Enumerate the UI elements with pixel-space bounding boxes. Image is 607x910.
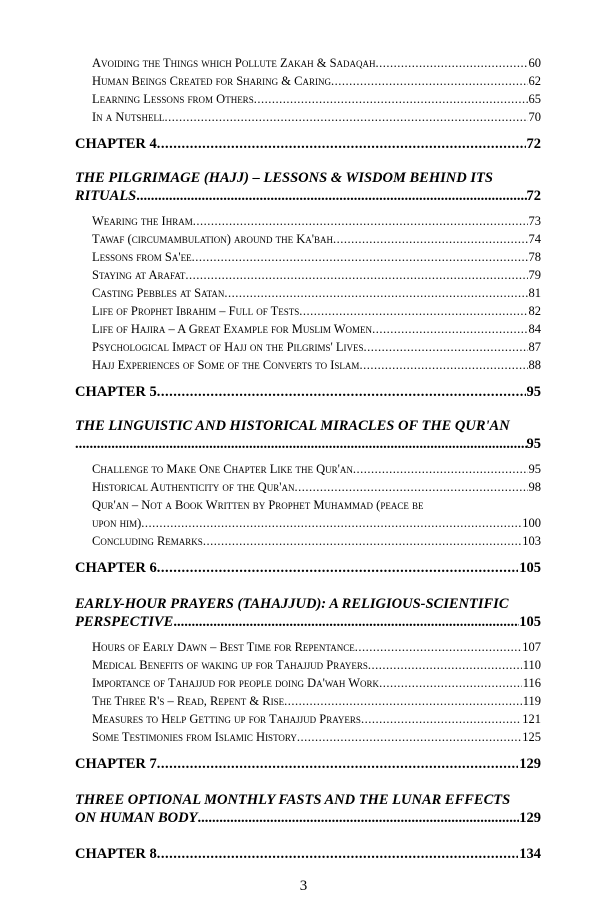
toc-entry[interactable] — [92, 322, 541, 340]
toc-entry-label: The Three R's – Read, Repent & Rise — [92, 694, 285, 708]
toc-entry[interactable] — [92, 712, 541, 730]
toc-entry-label: Hajj Experiences of Some of the Converts to Islam — [92, 358, 360, 372]
toc-entry[interactable] — [92, 340, 541, 358]
toc-entry[interactable] — [92, 534, 541, 552]
toc-entry-label: Concluding Remarks — [92, 534, 203, 548]
toc-entry[interactable] — [92, 250, 541, 268]
toc-entry-page: 116 — [522, 676, 541, 690]
chapter-page: 129 — [519, 756, 541, 772]
section-title: THE LINGUISTIC AND HISTORICAL MIRACLES OF THE QUR'AN — [75, 418, 510, 434]
chapter-label: CHAPTER 7 — [75, 756, 157, 772]
section-page: 72 — [526, 188, 541, 204]
toc-entry-label: Tawaf (circumambulation) around the Ka'bah — [92, 232, 334, 246]
section-title: EARLY-HOUR PRAYERS (TAHAJJUD): A RELIGIOUS-SCIENTIFIC — [75, 596, 509, 612]
toc-entry-page: 81 — [528, 286, 541, 300]
chapter-heading[interactable] — [75, 136, 541, 153]
toc-entry-label: Historical Authenticity of the Qur'an — [92, 480, 295, 494]
toc-entry-page: 60 — [528, 56, 541, 70]
toc-entry[interactable] — [92, 56, 541, 74]
toc-entry[interactable] — [92, 730, 541, 748]
toc-entry-label: Hours of Early Dawn – Best Time for Repentance — [92, 640, 355, 654]
toc-entry-page: 74 — [528, 232, 541, 246]
toc-entry-label: Learning Lessons from Others — [92, 92, 254, 106]
toc-entry[interactable] — [92, 658, 541, 676]
toc-entry-label: upon him) — [92, 516, 142, 530]
toc-entry-label: In a Nutshell — [92, 110, 165, 124]
toc-entry-label: Challenge to Make One Chapter Like the Qur'an — [92, 462, 353, 476]
chapter-page: 72 — [526, 136, 541, 152]
page-number: 3 — [299, 878, 308, 894]
chapter-heading[interactable] — [75, 756, 541, 773]
toc-entry[interactable] — [92, 462, 541, 480]
chapter-page: 105 — [519, 560, 541, 576]
toc-entry[interactable] — [92, 358, 541, 376]
toc-entry[interactable] — [92, 110, 541, 128]
toc-entry[interactable] — [92, 640, 541, 658]
toc-entry[interactable] — [92, 516, 541, 534]
section-title-row[interactable] — [75, 436, 541, 453]
toc-entry[interactable] — [92, 480, 541, 498]
toc-entry-page: 82 — [528, 304, 541, 318]
toc-entry-label: Life of Prophet Ibrahim – Full of Tests — [92, 304, 300, 318]
toc-entry-page: 70 — [528, 110, 541, 124]
toc-entry-label: Psychological Impact of Hajj on the Pilgrims' Lives — [92, 340, 364, 354]
chapter-label: CHAPTER 6 — [75, 560, 157, 576]
toc-entry-page: 73 — [528, 214, 541, 228]
section-title-continued: ON HUMAN BODY — [75, 810, 198, 826]
toc-entry-label: Avoiding the Things which Pollute Zakah & Sadaqah — [92, 56, 376, 70]
toc-entry-label: Wearing the Ihram — [92, 214, 193, 228]
chapter-page: 95 — [526, 384, 541, 400]
section-title: THREE OPTIONAL MONTHLY FASTS AND THE LUNAR EFFECTS — [75, 792, 511, 808]
toc-entry-page: 98 — [528, 480, 541, 494]
toc-entry-label: Importance of Tahajjud for people doing Da'wah Work — [92, 676, 380, 690]
toc-entry-label: Medical Benefits of waking up for Tahajjud Prayers — [92, 658, 368, 672]
toc-entry[interactable] — [92, 676, 541, 694]
toc-entry[interactable] — [92, 694, 541, 712]
toc-entry-page: 121 — [522, 712, 541, 726]
section-title: THE PILGRIMAGE (HAJJ) – LESSONS & WISDOM BEHIND ITS — [75, 170, 493, 186]
section-title-row[interactable] — [75, 614, 541, 631]
toc-entry-page: 125 — [522, 730, 541, 744]
chapter-label: CHAPTER 8 — [75, 846, 157, 862]
toc-entry[interactable] — [92, 74, 541, 92]
toc-entry[interactable] — [92, 304, 541, 322]
toc-entry-page: 100 — [522, 516, 541, 530]
toc-entry-wrapped-label[interactable]: Qur'an – Not a Book Written by Prophet Muhammad (peace be — [92, 498, 424, 512]
toc-entry-label: Life of Hajira – A Great Example for Muslim Women — [92, 322, 373, 336]
section-title-continued: RITUALS — [75, 188, 137, 204]
section-page: 105 — [519, 614, 541, 630]
toc-entry-page: 110 — [522, 658, 541, 672]
toc-entry[interactable] — [92, 92, 541, 110]
section-title-row[interactable] — [75, 810, 541, 827]
chapter-label: CHAPTER 4 — [75, 136, 157, 152]
chapter-heading[interactable] — [75, 384, 541, 401]
section-title-continued: PERSPECTIVE — [75, 614, 174, 630]
chapter-heading[interactable] — [75, 846, 541, 863]
toc-entry-page: 65 — [528, 92, 541, 106]
toc-entry-label: Measures to Help Getting up for Tahajjud Prayers — [92, 712, 361, 726]
toc-entry[interactable] — [92, 286, 541, 304]
toc-entry-label: Human Beings Created for Sharing & Caring — [92, 74, 331, 88]
toc-entry-page: 62 — [528, 74, 541, 88]
toc-entry-page: 84 — [528, 322, 541, 336]
chapter-page: 134 — [519, 846, 541, 862]
toc-entry[interactable] — [92, 214, 541, 232]
toc-entry-page: 87 — [528, 340, 541, 354]
toc-entry-label: Casting Pebbles at Satan — [92, 286, 225, 300]
section-page: 95 — [526, 436, 541, 452]
toc-entry-label: Lessons from Sa'ee — [92, 250, 192, 264]
toc-entry-page: 78 — [528, 250, 541, 264]
toc-entry-page: 95 — [528, 462, 541, 476]
toc-entry-page: 107 — [522, 640, 541, 654]
chapter-label: CHAPTER 5 — [75, 384, 157, 400]
toc-entry-page: 103 — [522, 534, 541, 548]
toc-entry[interactable] — [92, 232, 541, 250]
section-title-row[interactable] — [75, 188, 541, 205]
toc-entry-label: Staying at Arafat — [92, 268, 186, 282]
section-page: 129 — [519, 810, 541, 826]
toc-entry-page: 88 — [528, 358, 541, 372]
toc-entry-page: 119 — [522, 694, 541, 708]
chapter-heading[interactable] — [75, 560, 541, 577]
toc-entry[interactable] — [92, 268, 541, 286]
toc-entry-page: 79 — [528, 268, 541, 282]
toc-entry-label: Some Testimonies from Islamic History — [92, 730, 297, 744]
